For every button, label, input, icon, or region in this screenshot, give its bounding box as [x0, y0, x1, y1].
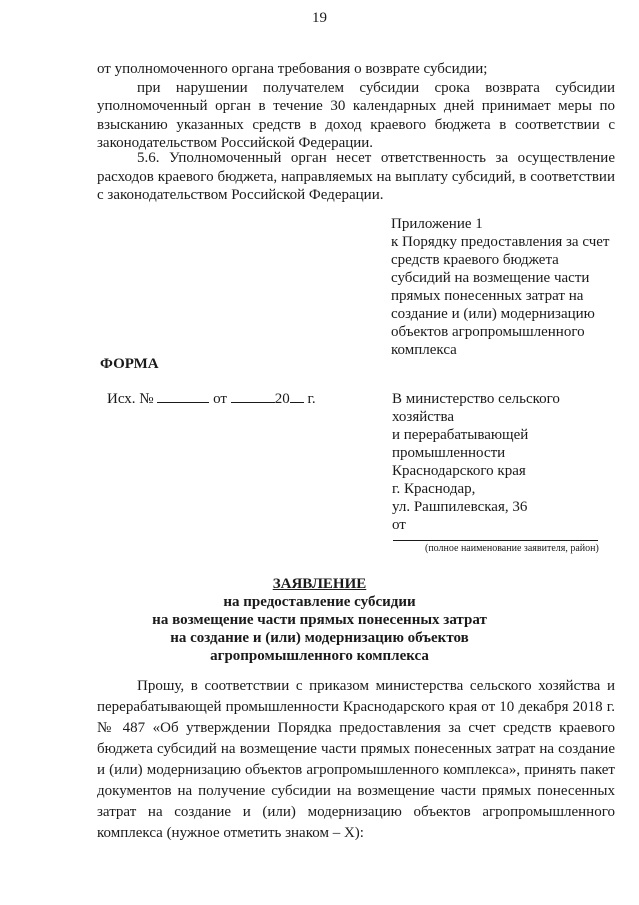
- form-label: ФОРМА: [100, 356, 159, 372]
- appendix-line: субсидий на возмещение части: [391, 270, 590, 286]
- applicant-name-line[interactable]: [393, 540, 598, 541]
- page-number: 19: [312, 10, 327, 26]
- appendix-line: объектов агропромышленного: [391, 324, 585, 340]
- title-line: агропромышленного комплекса: [210, 648, 429, 664]
- intro-text: [97, 60, 615, 153]
- ref-date-blank[interactable]: [231, 390, 275, 403]
- ref-year-suffix: г.: [307, 391, 316, 407]
- title-head: ЗАЯВЛЕНИЕ: [272, 576, 367, 592]
- recipient-line: ул. Рашпилевская, 36: [392, 499, 528, 515]
- appendix-line: Приложение 1: [391, 216, 483, 232]
- ref-from-label: от: [213, 391, 227, 407]
- recipient-line: промышленности: [392, 445, 506, 461]
- appendix-line: создание и (или) модернизацию: [391, 306, 595, 322]
- ref-year-blank[interactable]: [290, 390, 304, 403]
- outgoing-reference: [107, 390, 316, 408]
- recipient-line: В министерство сельского: [392, 391, 560, 407]
- recipient-line: хозяйства: [392, 409, 455, 425]
- title-line: на создание и (или) модернизацию объектов: [170, 630, 469, 646]
- clause-5-6-text: 5.6. Уполномоченный орган несет ответственность за осуществление расходов краевого бюджета, направляемых на выплату субсидий, в соответствии с законодательством Российской Федерации.: [97, 150, 615, 203]
- appendix-line: средств краевого бюджета: [391, 252, 559, 268]
- intro-line: от уполномоченного органа требования о возврате субсидии;: [97, 61, 488, 77]
- appendix-line: прямых понесенных затрат на: [391, 288, 584, 304]
- recipient-line: и перерабатывающей: [392, 427, 529, 443]
- applicant-name-caption: (полное наименование заявителя, район): [425, 543, 599, 554]
- document-title: [0, 575, 639, 665]
- recipient-block: [392, 390, 622, 534]
- request-text-block: [97, 676, 615, 844]
- recipient-line: от: [392, 517, 406, 533]
- appendix-block: [391, 215, 621, 359]
- appendix-line: комплекса: [391, 342, 457, 358]
- recipient-line: г. Краснодар,: [392, 481, 476, 497]
- clause-5-6: [97, 149, 615, 205]
- intro-paragraph: при нарушении получателем субсидии срока возврата субсидии уполномоченный орган в течение 30 календарных дней принимает меры по взысканию указанных средств в доход краевого бюджета в соответствии с законодательством Российской Федерации.: [97, 79, 615, 151]
- appendix-line: к Порядку предоставления за счет: [391, 234, 610, 250]
- ref-year-prefix: 20: [274, 391, 290, 407]
- title-line: на предоставление субсидии: [223, 594, 416, 610]
- ref-number-label: Исх. №: [107, 391, 154, 407]
- recipient-line: Краснодарского края: [392, 463, 526, 479]
- title-line: на возмещение части прямых понесенных затрат: [152, 612, 487, 628]
- request-paragraph: Прошу, в соответствии с приказом министерства сельского хозяйства и перерабатывающей промышленности Краснодарского края от 10 декабря 2018 г. № 487 «Об утверждении Порядка предоставления за счет средств краевого бюджета субсидий на возмещение части прямых понесенных затрат на создание и (или) модернизацию объектов агропромышленного комплекса», принять пакет документов на получение субсидии на возмещение части прямых понесенных затрат на создание и (или) модернизацию объектов агропромышленного комплекса (нужное отметить знаком – Х):: [97, 678, 615, 841]
- ref-number-blank[interactable]: [157, 390, 209, 403]
